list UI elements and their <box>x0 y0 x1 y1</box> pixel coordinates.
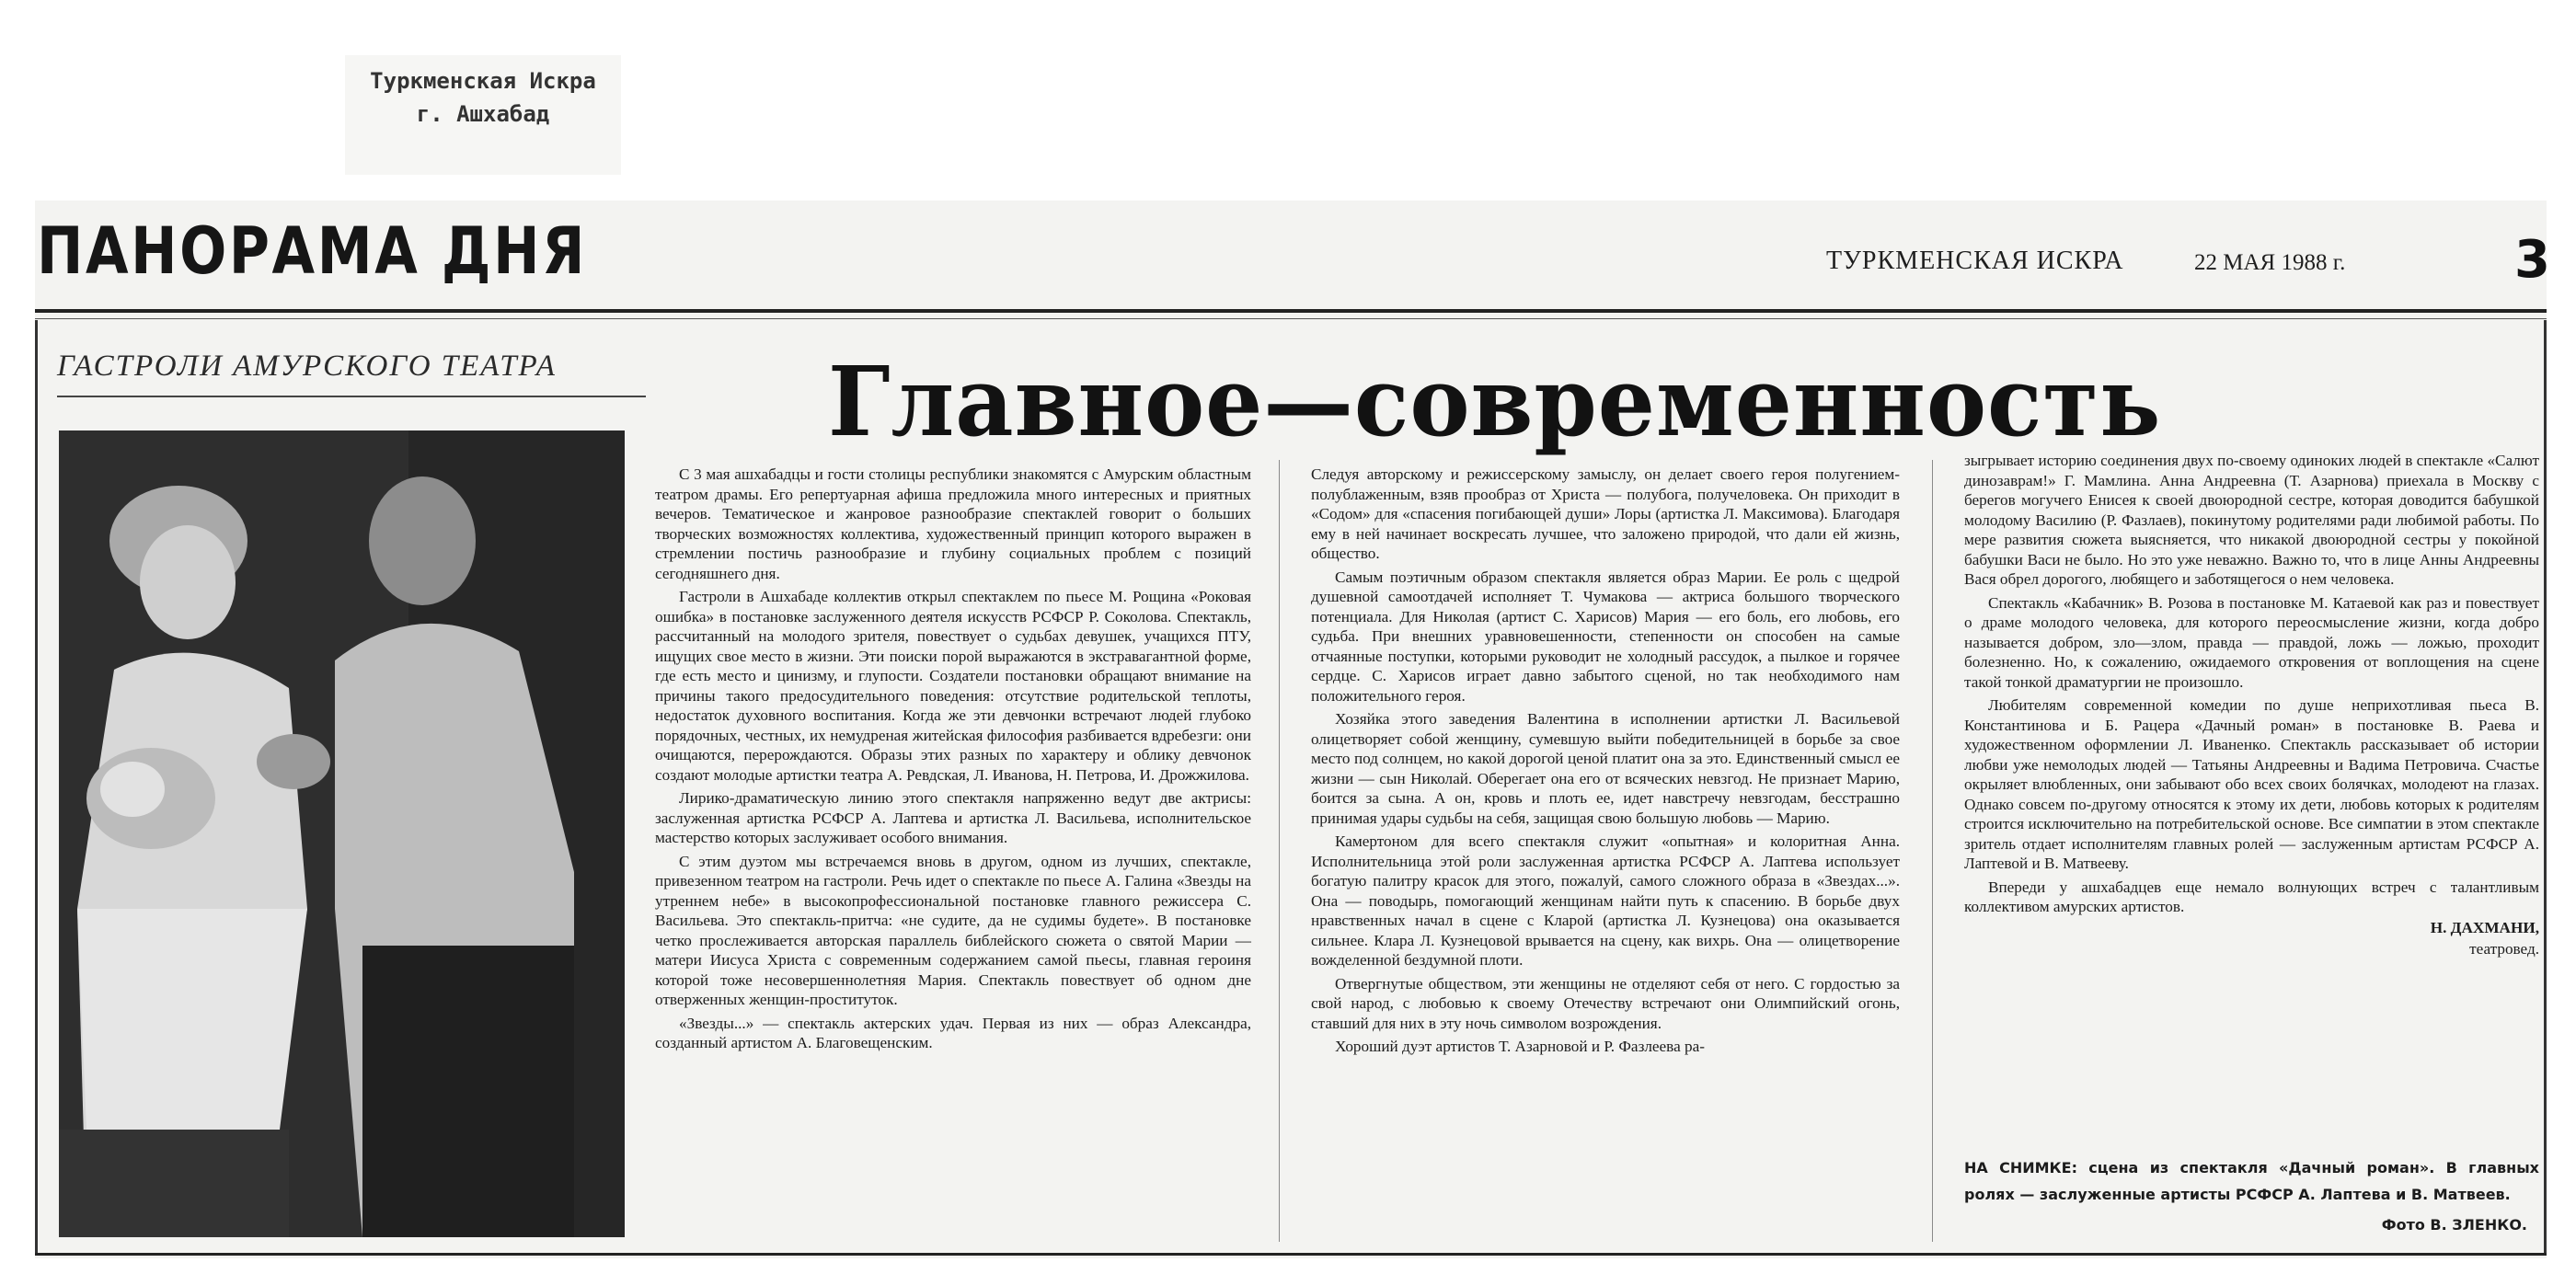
paragraph: С 3 мая ашхабадцы и гости столицы республики знакомятся с Амурским областным театром драмы. Его репертуарная афиша предложила много интересных и приятных вечеров. Тематическое и жанровое разнообразие спектаклей говорит о больших творческих возможностях коллектива, художественный принцип которого выражен в стремлении постичь разнообразие и глубину социальных проблем с позиций сегодняшнего дня. <box>655 465 1251 582</box>
issue-date: 22 МАЯ 1988 г. <box>2194 250 2346 275</box>
paragraph: Любителям современной комедии по душе неприхотливая пьеса В. Константинова и Б. Рацера «Дачный роман» в постановке В. Раева и художественном оформлении Л. Иваненко. Спектакль рассказывает об истории любви уже немолодых людей — Татьяны Андреевны и Вадима Петровича. Счастье окрыляет влюбленных, они забывают обо всех своих болячках, молодеют на глазах. Однако совсем по-другому относятся к этому их дети, любовь которых к родителям строится исключительно на потребительской основе. Все симпатии в этом спектакле зритель отдает исполнителям главных ролей — заслуженным артистам РСФСР А. Лаптевой и В. Матвееву. <box>1964 696 2539 872</box>
bottom-rule <box>35 1253 2547 1256</box>
page-number: 3 <box>2514 230 2550 290</box>
paragraph: Следуя авторскому и режиссерскому замыслу, он делает своего героя полугением-полублаженным, взяв прообраз от Христа — полубога, получеловека. Он приходит в «Содом» для «спасения погибающей души» Лоры (артистка Л. Максимова). Благодаря ему в ней начинает воскресать лучшее, что заложено природой, что дали ей жизнь, общество. <box>1311 465 1900 562</box>
paragraph: Лирико-драматическую линию этого спектакля напряженно ведут две актрисы: заслуженная артистка РСФСР А. Лаптева и артистка Л. Васильева, исполнительское мастерство которых заслуживает особого внимания. <box>655 789 1251 846</box>
paragraph: Гастроли в Ашхабаде коллектив открыл спектаклем по пьесе М. Рощина «Роковая ошибка» в постановке заслуженного деятеля искусств РСФСР Р. Соколова. Спектакль, рассчитанный на молодого зрителя, повествует о судьбах девушек, учащихся ПТУ, ищущих свое место в жизни. Эти поиски порой выражаются в экстравагантной форме, где есть место и цинизму, и глупости. Создатели постановки обращают внимание на причины такого предосудительного поведения: отсутствие родительской теплоты, недостаток духовного воспитания. Когда же эти девчонки встречают людей глубоко порядочных, честных, их немудреная житейская философия разбивается вдребезги: они очищаются, перерождаются. Образы этих разных по характеру и облику девчонок создают молодые артистки театра А. Ревдская, Л. Иванова, Н. Петрова, И. Дрожжилова. <box>655 588 1251 784</box>
article-column-3 <box>1964 451 2539 959</box>
author-role: театровед. <box>2469 939 2539 958</box>
photo-scene-illustration <box>59 430 625 1237</box>
clipping-stamp <box>345 55 621 175</box>
paragraph: Впереди у ашхабадцев еще немало волнующих встреч с талантливым коллективом амурских артистов. <box>1964 878 2539 915</box>
header-rule-thin <box>35 318 2547 319</box>
author-name: Н. ДАХМАНИ, <box>2430 918 2539 936</box>
stamp-city: г. Ашхабад <box>416 101 550 127</box>
column-rule-2 <box>1932 460 1933 1242</box>
article-photo <box>59 430 625 1237</box>
section-title: ПАНОРАМА ДНЯ <box>37 213 588 289</box>
paragraph: Спектакль «Кабачник» В. Розова в постановке М. Катаевой как раз и повествует о драме молодого человека, для которого переосмысление жизни, когда добро называется добром, зло—злом, правда — правдой, ложь — ложью, проходит болезненно. Но, к сожалению, ожидаемого откровения от воплощения на сцене такой тонкой драматургии не произошло. <box>1964 593 2539 691</box>
rubric-underline <box>57 396 646 397</box>
paragraph: Самым поэтичным образом спектакля является образ Марии. Ее роль с щедрой душевной самоотдачей исполняет Т. Чумакова — актриса большого творческого потенциала. Для Николая (артист С. Харисов) Мария — его боль, его любовь, его судьба. При внешних уравновешенности, степенности он способен на самые отчаянные поступки, которыми руководит не холодный рассудок, а пылкое и горячее сердце. С. Харисов играет давно забытого сценой, но так необходимого нам положительного героя. <box>1311 568 1900 705</box>
photo-credit: Фото В. ЗЛЕНКО. <box>2381 1216 2527 1234</box>
article-headline: Главное—современность <box>828 345 2162 458</box>
frame-left-rule <box>35 320 38 1255</box>
newspaper-name: ТУРКМЕНСКАЯ ИСКРА <box>1826 247 2124 275</box>
paragraph: Хозяйка этого заведения Валентина в исполнении артистки Л. Васильевой олицетворяет собой женщину, сумевшую выйти победительницей в борьбе за свое место под солнцем, но какой дорогой ценой платит она за это. Единственный смысл ее жизни — сын Николай. Оберегает она его от всяческих невзгод. Не признает Марию, боится за сына. А он, кровь и плоть ее, идет навстречу невзгодам, бесстрашно принимая удары судьбы на себя, защищая свою большую любовь — Марию. <box>1311 710 1900 827</box>
paragraph: С этим дуэтом мы встречаемся вновь в другом, одном из лучших, спектакле, привезенном театром на гастроли. Речь идет о спектакле по пьесе А. Галина «Звезды на утреннем небе» в высокопрофессиональной постановке главного режиссера С. Васильева. Это спектакль-притча: «не судите, да не судимы будете». В постановке четко прослеживается авторская параллель библейского сюжета о святой Марии — матери Иисуса Христа с современным содержанием самой пьесы, главная героиня которой тоже несовершеннолетняя Мария. Спектакль повествует об одном дне отверженных женщин-проституток. <box>655 852 1251 1008</box>
photo-caption: НА СНИМКЕ: сцена из спектакля «Дачный роман». В главных ролях — заслуженные артисты РСФСР А. Лаптева и В. Матвеев. <box>1964 1159 2539 1203</box>
article-column-1 <box>655 465 1251 1053</box>
paragraph: Отвергнутые обществом, эти женщины не отделяют себя от него. С гордостью за свой народ, с любовью к своему Отечеству встречают они Олимпийский огонь, ставший для них в эту ночь символом возрождения. <box>1311 974 1900 1032</box>
column-rule-1 <box>1279 460 1280 1242</box>
paragraph: «Звезды...» — спектакль актерских удач. Первая из них — образ Александра, созданный артистом А. Благовещенским. <box>655 1014 1251 1051</box>
stamp-newspaper: Туркменская Искра <box>370 68 596 94</box>
article-column-2 <box>1311 465 1900 1057</box>
article-rubric: ГАСТРОЛИ АМУРСКОГО ТЕАТРА <box>57 350 557 383</box>
paragraph: Хороший дуэт артистов Т. Азарновой и Р. Фазлеева ра- <box>1335 1038 1705 1055</box>
header-rule <box>35 309 2547 313</box>
frame-right-rule <box>2544 320 2547 1255</box>
paragraph: Камертоном для всего спектакля служит «опытная» и колоритная Анна. Исполнительница этой роли заслуженная артистка РСФСР А. Лаптева использует богатую палитру красок для этого, пожалуй, самого сложного образа в «Звездах...». Она — поводырь, помогающий женщинам найти путь к спасению. В борьбе двух нравственных начал в сцене с Кларой (артистка Л. Кузнецова) она оказывается сильнее. Клара Л. Кузнецовой врывается на сцену, как вихрь. Она — олицетворение вожделенной бездумной плоти. <box>1311 832 1900 969</box>
paragraph: зыгрывает историю соединения двух по-своему одиноких людей в спектакле «Салют динозаврам!» Г. Мамлина. Анна Андреевна (Т. Азарнова) приехала в Москву с берегов могучего Енисея к своей двоюродной сестре, которая доводится бабушкой молодому Василию (Р. Фазлаев), покинутому родителями ради любимой работы. По мере развития сюжета выясняется, что никакой двоюродной сестры у покойной бабушки Васи не было. Но это уже неважно. Важно то, что в лице Анны Андреевны Вася обрел дорогого, любящего и заботящегося о нем человека. <box>1964 452 2539 588</box>
